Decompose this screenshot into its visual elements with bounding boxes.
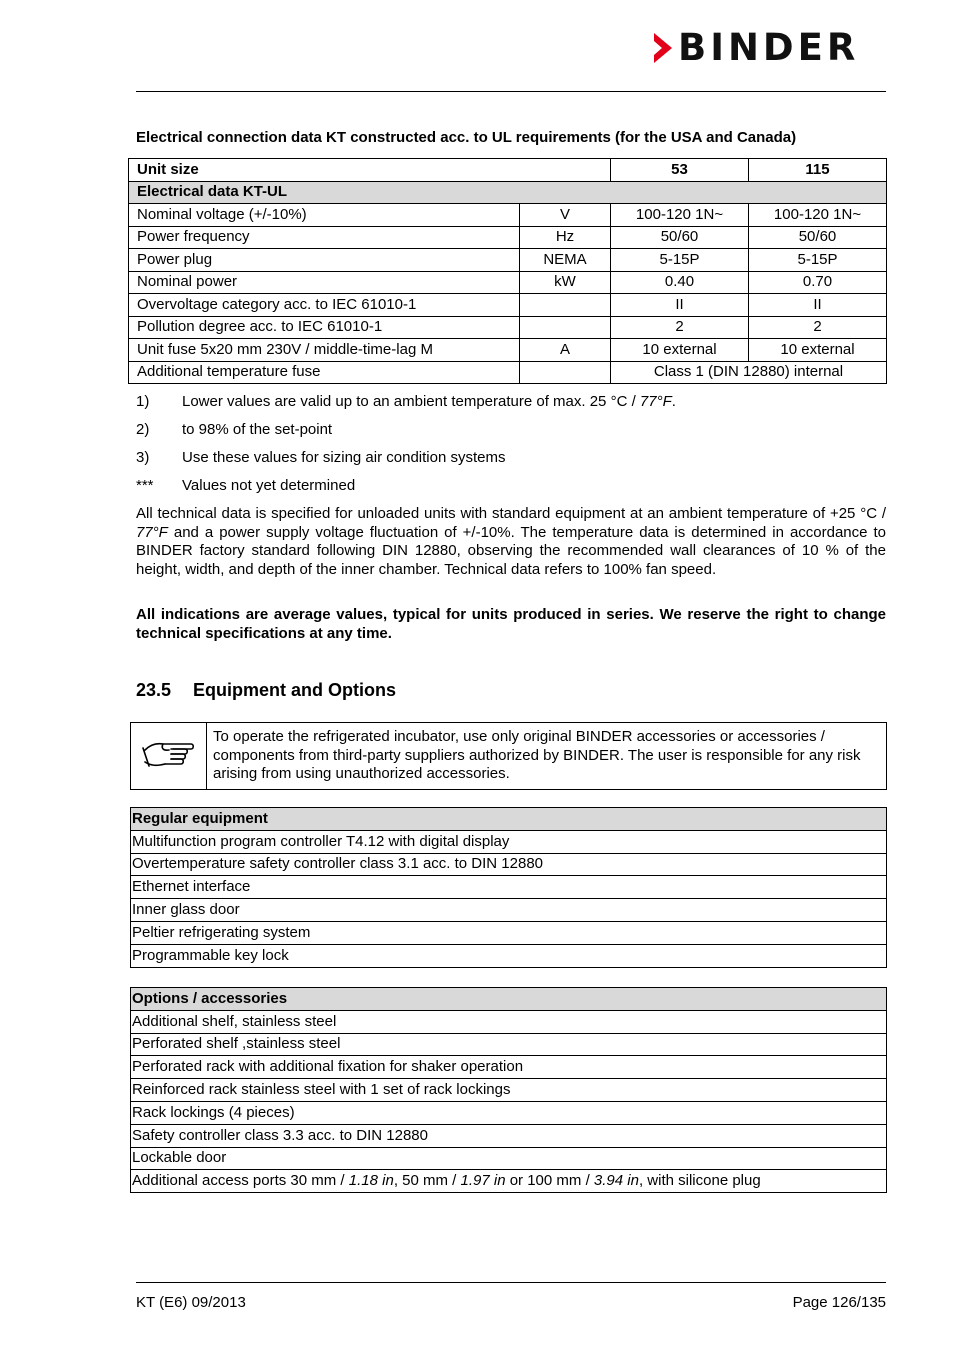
table-row: [131, 830, 887, 853]
row-value-53: 5-15P: [611, 249, 749, 272]
row-unit: kW: [520, 271, 611, 294]
list-item: Safety controller class 3.3 acc. to DIN 12880: [131, 1124, 887, 1147]
footer-rule: [136, 1282, 886, 1283]
footer-page-number: Page 126/135: [792, 1294, 886, 1311]
footnote: [136, 392, 886, 420]
list-item: Perforated shelf ,stainless steel: [131, 1033, 887, 1056]
list-item: Perforated rack with additional fixation for shaker operation: [131, 1056, 887, 1079]
footnote: [136, 476, 886, 504]
table-header-row: [131, 808, 887, 831]
row-value-53: 10 external: [611, 339, 749, 362]
table-row: [131, 1079, 887, 1102]
footnote-text: Use these values for sizing air condition systems: [182, 449, 506, 466]
row-value-53: 0.40: [611, 271, 749, 294]
table-row: [129, 294, 887, 317]
list-item: Rack lockings (4 pieces): [131, 1101, 887, 1124]
table-row: [131, 1124, 887, 1147]
list-item: Reinforced rack stainless steel with 1 set of rack lockings: [131, 1079, 887, 1102]
section-title: Equipment and Options: [193, 680, 396, 700]
unit-size-label: Unit size: [129, 159, 611, 182]
row-unit: [520, 316, 611, 339]
table-row: [131, 1147, 887, 1170]
footnote-text: Values not yet determined: [182, 477, 356, 494]
row-unit: [520, 294, 611, 317]
row-label: Overvoltage category acc. to IEC 61010-1: [129, 294, 520, 317]
electrical-data-table: [128, 158, 887, 384]
row-value-53: 2: [611, 316, 749, 339]
list-item: Overtemperature safety controller class 3.1 acc. to DIN 12880: [131, 853, 887, 876]
footnotes: [136, 392, 886, 504]
access-ports-item: Additional access ports 30 mm / 1.18 in, 50 mm / 1.97 in or 100 mm / 3.94 in, with silicone plug: [131, 1170, 887, 1193]
list-item: Ethernet interface: [131, 876, 887, 899]
row-value-115: 2: [749, 316, 887, 339]
row-label: Power frequency: [129, 226, 520, 249]
section-heading: [136, 680, 396, 701]
notice-text: To operate the refrigerated incubator, use only original BINDER accessories or accessories / components from third-party suppliers authorized by BINDER. The user is responsible for any risk arising from using unauthorized accessories.: [213, 728, 861, 782]
row-value-53: 50/60: [611, 226, 749, 249]
table-row: [129, 226, 887, 249]
col-53-header: 53: [611, 159, 749, 182]
options-table: [130, 987, 887, 1193]
col-115-header: 115: [749, 159, 887, 182]
row-label: Pollution degree acc. to IEC 61010-1: [129, 316, 520, 339]
footnote: [136, 448, 886, 476]
list-item: Programmable key lock: [131, 944, 887, 967]
row-value-115: 50/60: [749, 226, 887, 249]
table-row: [129, 249, 887, 272]
row-value-115: 10 external: [749, 339, 887, 362]
table-row: [131, 1101, 887, 1124]
electrical-subheader: Electrical data KT-UL: [129, 181, 887, 204]
table-row: [129, 339, 887, 362]
row-value: Class 1 (DIN 12880) internal: [611, 361, 887, 384]
footnote-number: 1): [136, 393, 150, 410]
list-item: Peltier refrigerating system: [131, 921, 887, 944]
list-item: Multifunction program controller T4.12 with digital display: [131, 830, 887, 853]
row-unit: A: [520, 339, 611, 362]
logo-arrow-icon: [652, 31, 674, 65]
pointing-hand-icon: [131, 723, 207, 789]
disclaimer-paragraph: All indications are average values, typical for units produced in series. We reserve the right to change technical specifications at any time.: [136, 606, 886, 642]
table-header-row: [129, 159, 887, 182]
row-value-53: 100-120 1N~: [611, 204, 749, 227]
footnote-text: Lower values are valid up to an ambient temperature of max. 25 °C / 77°F.: [182, 393, 676, 410]
table-row: [129, 361, 887, 384]
row-value-53: II: [611, 294, 749, 317]
table-row: [129, 204, 887, 227]
row-label: Power plug: [129, 249, 520, 272]
row-unit: Hz: [520, 226, 611, 249]
list-item: Inner glass door: [131, 899, 887, 922]
notice-box: [130, 722, 887, 790]
logo-text: BINDER: [678, 26, 860, 69]
row-label: Unit fuse 5x20 mm 230V / middle-time-lag M: [129, 339, 520, 362]
options-header: Options / accessories: [131, 988, 887, 1011]
footnote-number: ***: [136, 477, 154, 494]
binder-logo: [652, 26, 860, 69]
row-label: Nominal voltage (+/-10%): [129, 204, 520, 227]
row-value-115: 0.70: [749, 271, 887, 294]
table-subheader-row: [129, 181, 887, 204]
footer-doc-id: KT (E6) 09/2013: [136, 1294, 246, 1311]
table-row: [131, 876, 887, 899]
table-row: [131, 899, 887, 922]
footnote-number: 2): [136, 421, 150, 438]
table-row: [131, 1170, 887, 1193]
regular-equipment-header: Regular equipment: [131, 808, 887, 831]
row-label: Additional temperature fuse: [129, 361, 520, 384]
table-row: [131, 1033, 887, 1056]
regular-equipment-table: [130, 807, 887, 968]
row-unit: NEMA: [520, 249, 611, 272]
footnote-text: to 98% of the set-point: [182, 421, 333, 438]
row-label: Nominal power: [129, 271, 520, 294]
footnote-number: 3): [136, 449, 150, 466]
footnote: [136, 420, 886, 448]
row-value-115: II: [749, 294, 887, 317]
table-row: [131, 921, 887, 944]
header-rule: [136, 91, 886, 92]
row-unit: [520, 361, 611, 384]
electrical-table-title: Electrical connection data KT constructed acc. to UL requirements (for the USA and Canada): [136, 129, 797, 146]
table-row: [131, 1010, 887, 1033]
row-unit: V: [520, 204, 611, 227]
table-row: [131, 1056, 887, 1079]
table-row: [129, 271, 887, 294]
table-row: [131, 853, 887, 876]
table-row: [131, 944, 887, 967]
technical-data-paragraph: All technical data is specified for unloaded units with standard equipment at an ambient temperature of +25 °C / 77°F and a power supply voltage fluctuation of +/-10%. The temperature data is determined in accordance to BINDER factory standard following DIN 12880, observing the recommended wall clearances of 10 % of the height, width, and depth of the inner chamber. Technical data refers to 100% fan speed.: [136, 505, 886, 579]
list-item: Additional shelf, stainless steel: [131, 1010, 887, 1033]
table-header-row: [131, 988, 887, 1011]
row-value-115: 100-120 1N~: [749, 204, 887, 227]
row-value-115: 5-15P: [749, 249, 887, 272]
section-number: 23.5: [136, 680, 172, 700]
list-item: Lockable door: [131, 1147, 887, 1170]
table-row: [129, 316, 887, 339]
